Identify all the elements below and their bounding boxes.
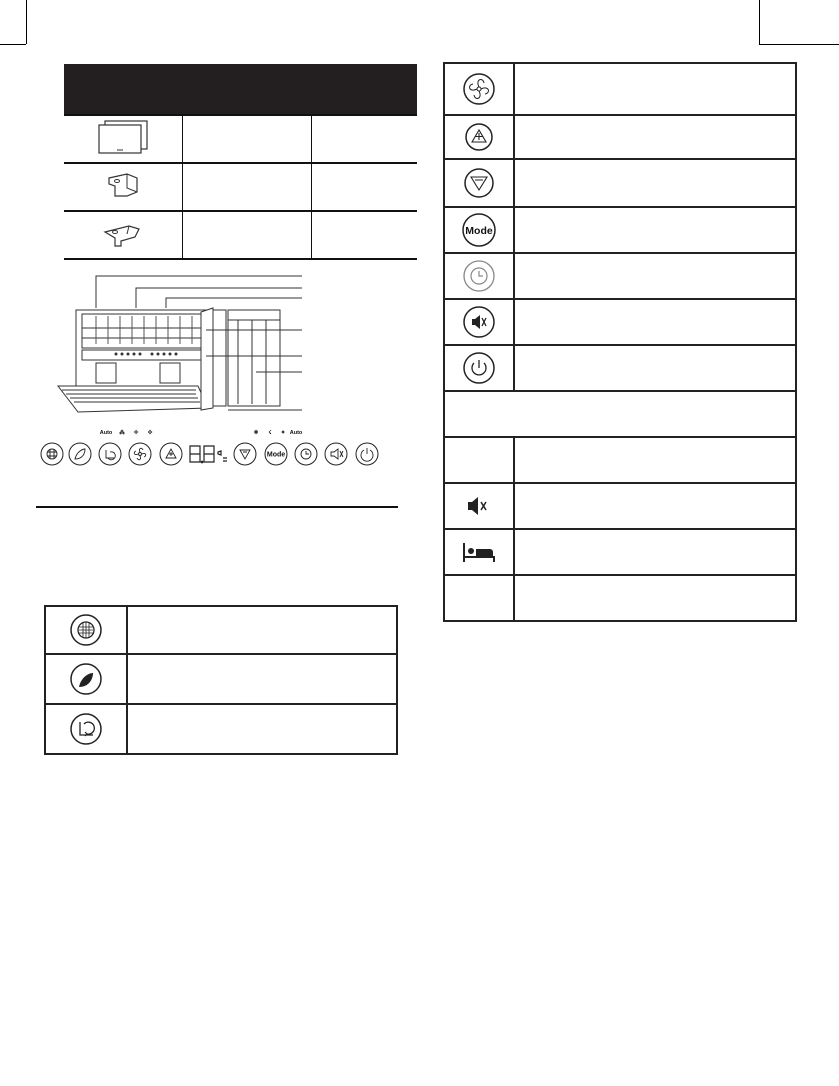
left-buttons-table <box>44 605 398 755</box>
mode-indicator-label: ❄ <box>253 430 259 436</box>
table-row <box>444 253 796 299</box>
sound-icon <box>444 299 514 345</box>
crop-mark-top <box>26 0 27 44</box>
mode-indicator-label: Auto <box>289 430 303 436</box>
fan-indicator-label: ⁂ <box>119 430 125 436</box>
table-row <box>444 391 796 437</box>
mode-icon <box>444 207 514 253</box>
timer-icon <box>444 253 514 299</box>
crop-mark-top <box>0 44 26 45</box>
filter-button[interactable] <box>41 443 63 465</box>
power-icon <box>444 345 514 391</box>
mode-button-label: Mode <box>266 451 286 459</box>
table-row <box>444 159 796 207</box>
mounting-bracket-icon <box>64 163 183 211</box>
unit-diagram <box>56 268 310 416</box>
section-divider <box>36 506 398 508</box>
table-row <box>444 437 796 483</box>
crop-mark-top <box>759 44 839 45</box>
crop-mark-top <box>759 0 760 44</box>
temperature-display <box>190 446 227 463</box>
temp-down-icon <box>444 159 514 207</box>
table-row <box>444 115 796 159</box>
mode-indicator-label: ☇ <box>268 430 272 436</box>
swing-icon <box>45 704 127 754</box>
temp-up-icon <box>444 115 514 159</box>
manual-booklet-icon <box>64 115 183 163</box>
table-row <box>64 163 417 211</box>
table-row <box>64 115 417 163</box>
fan-indicator-label: ✢ <box>133 430 139 436</box>
parts-table <box>64 64 417 260</box>
table-row <box>444 483 796 529</box>
fan-indicator-label: Auto <box>99 430 113 436</box>
table-row <box>45 654 397 704</box>
table-row <box>444 207 796 253</box>
table-row <box>444 63 796 115</box>
table-row <box>64 211 417 259</box>
sound-indicator-icon <box>444 483 514 529</box>
parts-table-header <box>64 64 417 115</box>
filter-icon <box>45 606 127 654</box>
support-bracket-icon <box>64 211 183 259</box>
mode-icon-label: Mode <box>465 225 493 237</box>
temp-down-button[interactable] <box>234 443 256 465</box>
eco-leaf-icon <box>45 654 127 704</box>
right-buttons-table <box>443 62 797 622</box>
swing-button[interactable] <box>99 443 121 465</box>
table-row <box>444 529 796 575</box>
sleep-icon <box>444 529 514 575</box>
fan-icon <box>444 63 514 115</box>
table-row <box>444 345 796 391</box>
eco-button[interactable] <box>69 443 91 465</box>
table-row <box>45 606 397 654</box>
table-row <box>45 704 397 754</box>
fan-button[interactable] <box>129 443 151 465</box>
fan-indicator-label: ✣ <box>147 430 153 436</box>
table-row <box>444 575 796 621</box>
sound-button[interactable] <box>325 443 347 465</box>
table-row <box>444 299 796 345</box>
control-panel <box>40 428 385 472</box>
mode-indicator-label: ✦ <box>280 430 286 436</box>
